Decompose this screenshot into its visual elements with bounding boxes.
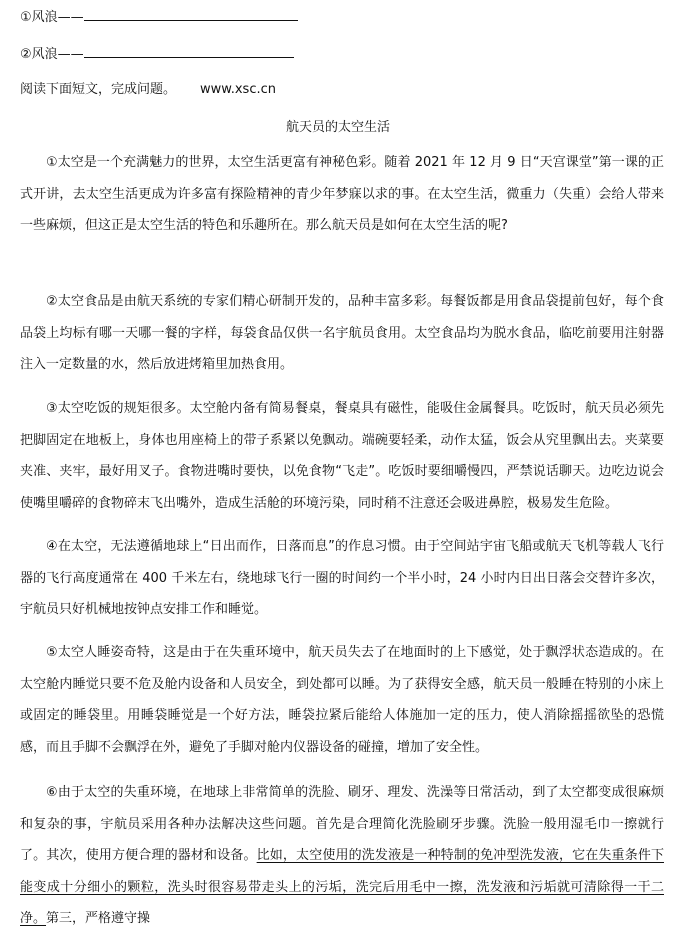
paragraph-2: ②太空食品是由航天系统的专家们精心研制开发的，品种丰富多彩。每餐饭都是用食品袋提前包好，每个食品袋上均标有哪一天哪一餐的字样，每袋食品仅供一名宇航员食用。太空食品均为脱水食品，临吃前要用注射器注入一定数量的水，然后放进烤箱里加热食用。 — [20, 294, 664, 372]
instruction-text: 阅读下面短文，完成问题。 — [20, 82, 177, 97]
paragraph-6-text: ⑥由于太空的失重环境，在地球上非常简单的洗脸、刷牙、理发、洗澡等日常活动，到了太空都变成很麻烦和复杂的事，宇航员采用各种办法解决这些问题。首先是合理简化洗脸刷牙步骤。洗脸一般用湿毛巾一擦就行了。其次，使用方便合理的器材和设备。 — [20, 785, 664, 863]
blank-label: ①风浪—— — [20, 10, 84, 25]
reading-instruction — [20, 82, 276, 98]
paragraph-6 — [20, 777, 664, 935]
paragraph-1: ①太空是一个充满魅力的世界，太空生活更富有神秘色彩。随着 2021 年 12 月 9 日“天宫课堂”第一课的正式开讲，去太空生活更成为许多富有探险精神的青少年梦寐以求的事。在太空生活，微重力（失重）会给人带来一些麻烦，但这正是太空生活的特色和乐趣所在。那么航天员是如何在太空生活的呢? — [20, 155, 664, 233]
article-title: 航天员的太空生活 — [285, 120, 390, 135]
paragraph-4: ④在太空，无法遵循地球上“日出而作，日落而息”的作息习惯。由于空间站宇宙飞船或航天飞机等载人飞行器的飞行高度通常在 400 千米左右，绕地球飞行一圈的时间约一个半小时，24 小时内日出日落会交替许多次，宇航员只好机械地按钟点安排工作和睡觉。 — [20, 539, 664, 617]
paragraph-3: ③太空吃饭的规矩很多。太空舱内备有简易餐桌，餐桌具有磁性，能吸住金属餐具。吃饭时，航天员必须先把脚固定在地板上，身体也用座椅上的带子系紧以免飘动。端碗要轻柔，动作太猛，饭会从究里飘出去。夹菜要夹准、夹牢，最好用叉子。食物进嘴时要快，以免食物“飞走”。吃饭时要细嚼慢四，严禁说话聊天。边吃边说会使嘴里嚼碎的食物碎末飞出嘴外，造成生活舱的环境污染，同时稍不注意还会吸进鼻腔，极易发生危险。 — [20, 401, 664, 511]
answer-line[interactable] — [84, 45, 294, 58]
paragraph-6-tail: 第三，严格遵守操 — [46, 911, 151, 926]
blank-label: ②风浪—— — [20, 47, 84, 62]
site-watermark: www.xsc.cn — [200, 82, 276, 97]
paragraph-5: ⑤太空人睡姿奇特，这是由于在失重环境中，航天员失去了在地面时的上下感觉，处于飘浮状态造成的。在太空舱内睡觉只要不危及舱内设备和人员安全，到处都可以睡。为了获得安全感，航天员一般睡在特别的小床上或固定的睡袋里。用睡袋睡觉是一个好方法，睡袋拉紧后能给人体施加一定的压力，使人消除摇摇欲坠的恐慌感，而且手脚不会飘浮在外，避免了手脚对舱内仪器设备的碰撞，增加了安全性。 — [20, 645, 664, 755]
fill-in-blank-1 — [20, 8, 298, 26]
answer-line[interactable] — [84, 8, 298, 21]
fill-in-blank-2 — [20, 45, 294, 63]
underlined-passage: 比如，太空使用的洗发液是一种特制的免冲型洗发液，它在失重条件下能变成十分细小的颗粒，洗头时很容易带走头上的污垢，洗完后用毛中一擦，洗发液和污垢就可清除得一干二净。 — [20, 848, 664, 926]
